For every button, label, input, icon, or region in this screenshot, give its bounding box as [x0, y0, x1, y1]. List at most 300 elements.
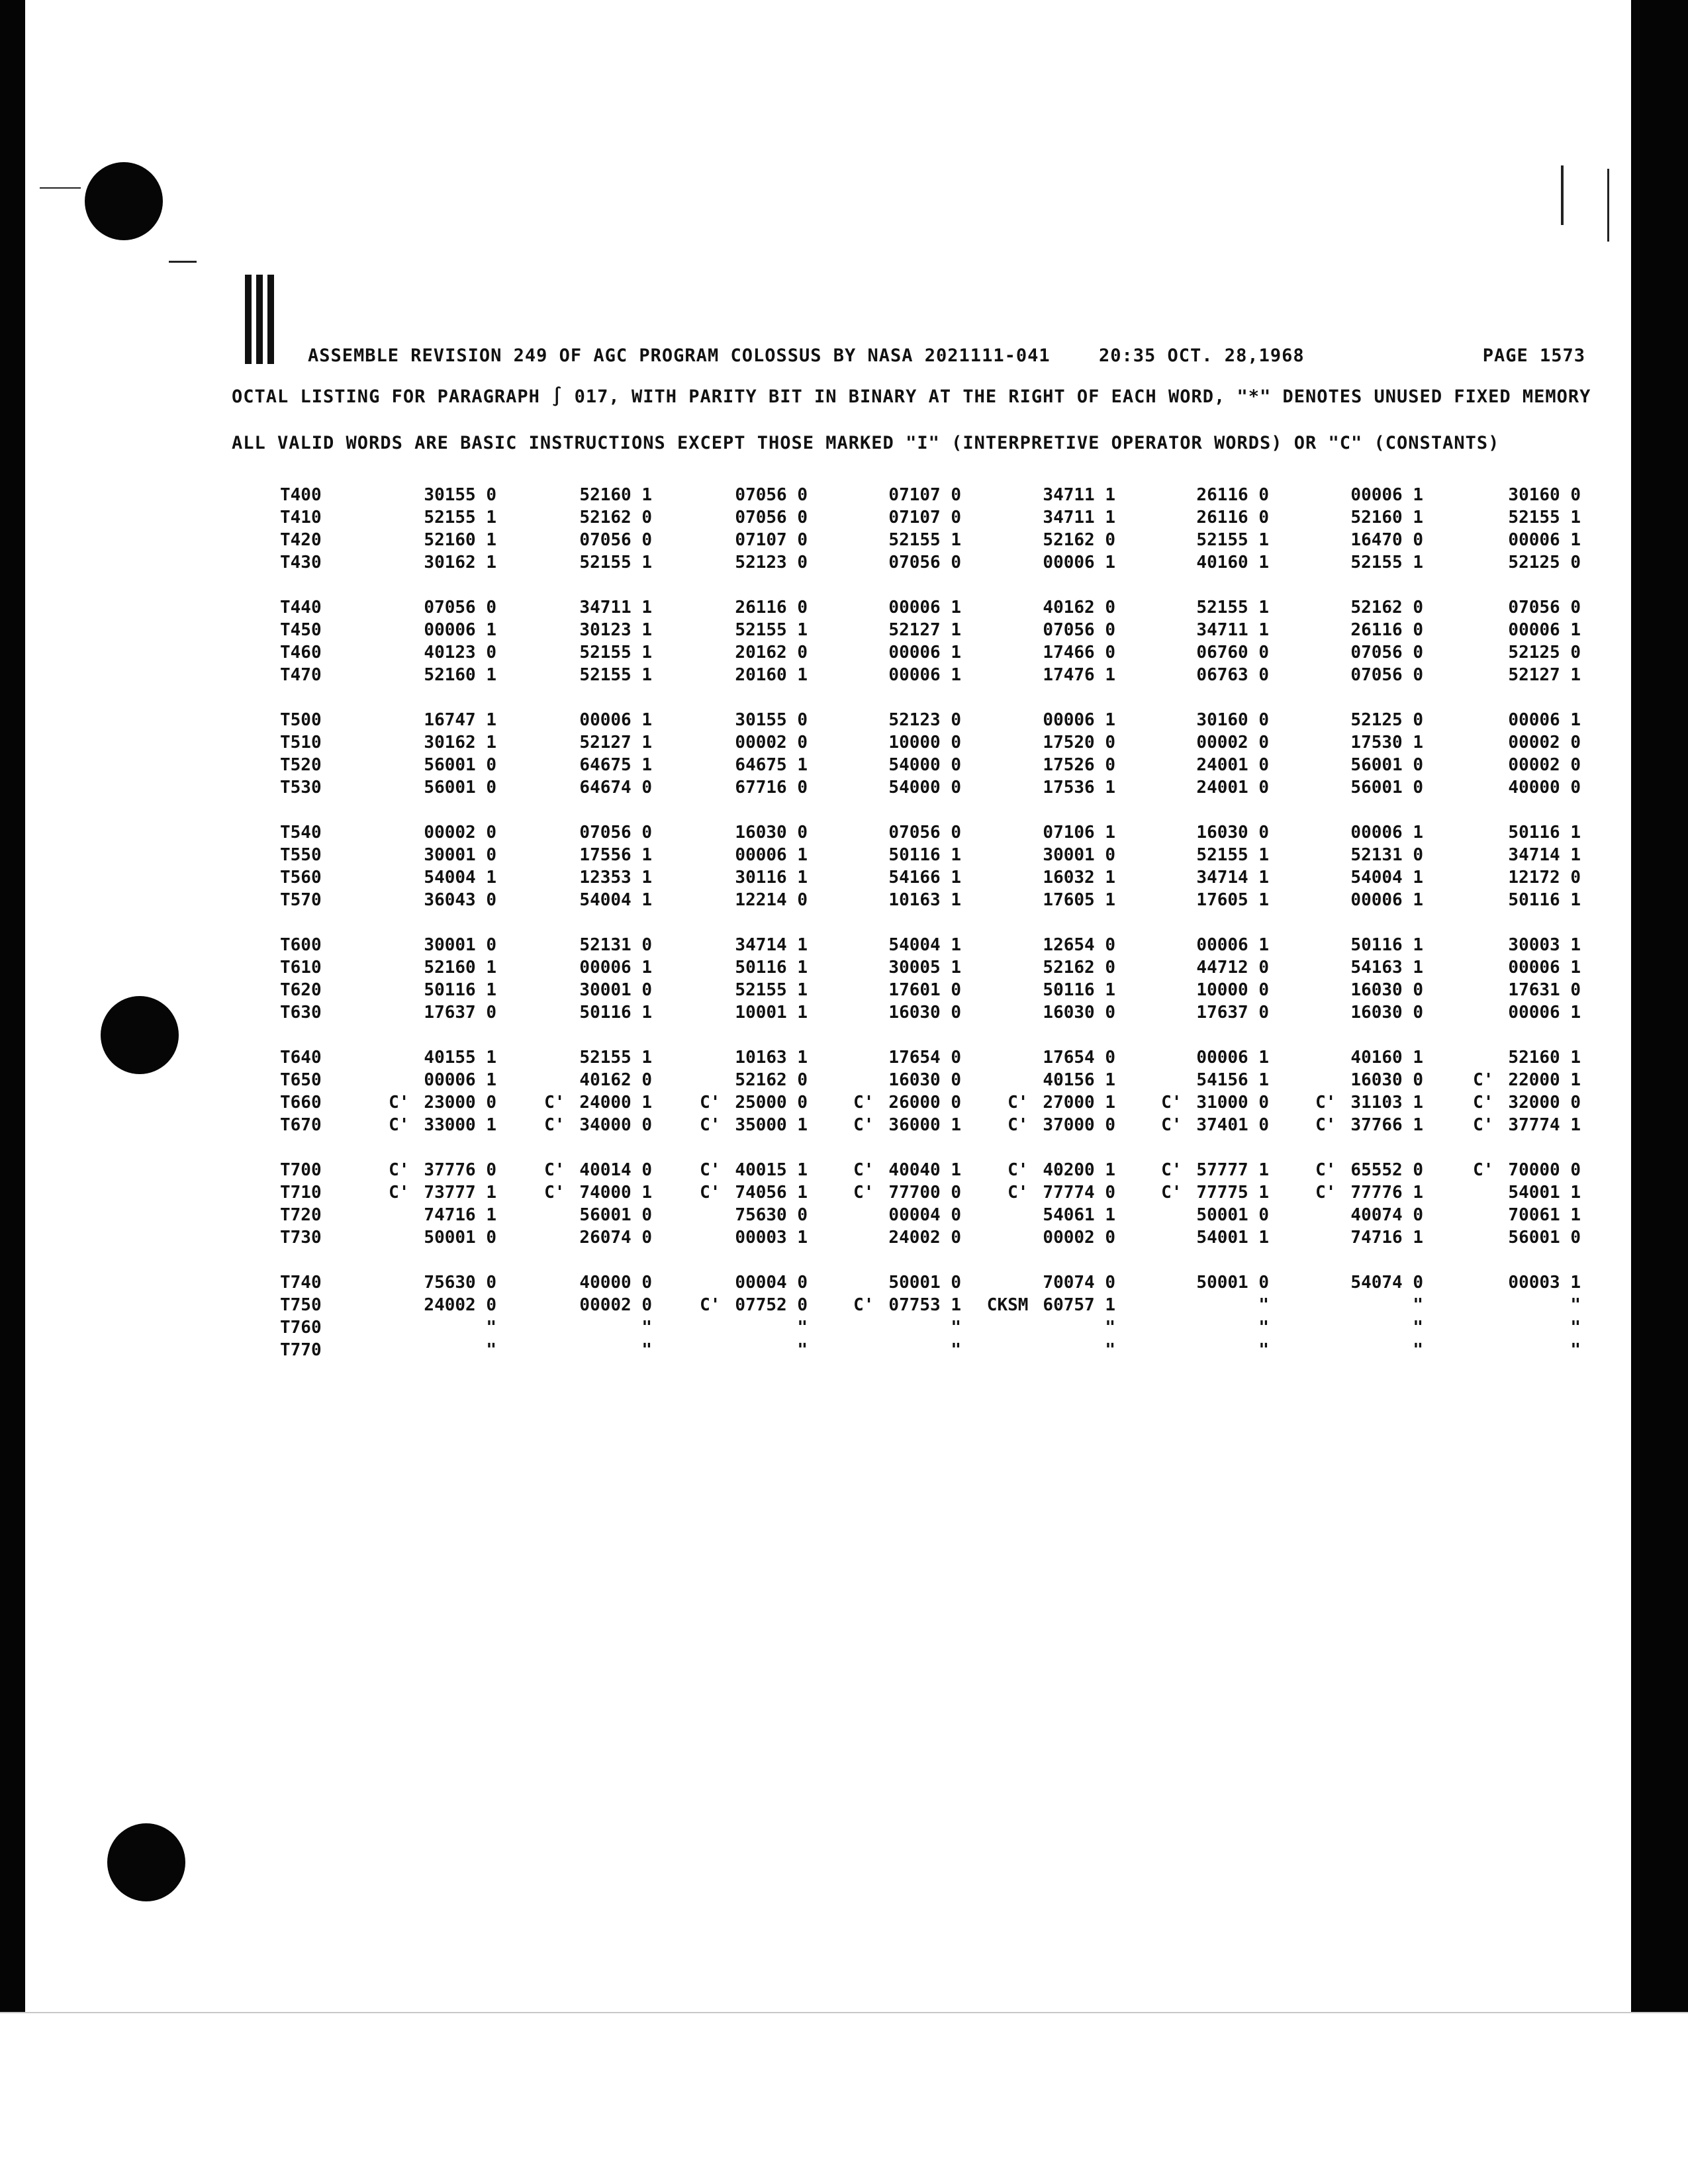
memory-word	[344, 553, 496, 572]
word-value: 52155 1	[735, 620, 808, 640]
word-value: 06760 0	[1196, 643, 1269, 662]
memory-word	[1429, 958, 1581, 978]
memory-word	[1271, 1295, 1423, 1315]
memory-word	[655, 755, 808, 775]
word-value: 12214 0	[735, 890, 808, 910]
word-value: "	[1413, 1295, 1423, 1315]
memory-word	[655, 890, 808, 910]
memory-word	[500, 868, 652, 887]
row-address: T470	[280, 665, 322, 685]
memory-word	[344, 845, 496, 865]
memory-word	[1117, 755, 1269, 775]
memory-word	[655, 1070, 808, 1090]
punch-hole-middle	[101, 996, 179, 1074]
memory-word	[655, 643, 808, 662]
memory-word	[500, 1160, 652, 1180]
word-value: 56001 0	[424, 778, 496, 797]
word-value: 70061 1	[1508, 1205, 1581, 1225]
word-value: 64674 0	[579, 778, 652, 797]
memory-word	[1271, 845, 1423, 865]
memory-word	[344, 665, 496, 685]
word-value: "	[797, 1340, 808, 1360]
word-type-marker: C'	[1473, 1093, 1494, 1113]
memory-word	[1429, 868, 1581, 887]
memory-word	[963, 1273, 1115, 1293]
memory-word	[1429, 710, 1581, 730]
word-value: 40162 0	[1043, 598, 1115, 617]
word-type-marker: C'	[1473, 1070, 1494, 1090]
word-value: 07107 0	[888, 485, 961, 505]
word-value: 40000 0	[1508, 778, 1581, 797]
word-value: 07752 0	[735, 1295, 808, 1315]
row-address: T450	[280, 620, 322, 640]
word-value: 52155 1	[579, 553, 652, 572]
word-value: 54061 1	[1043, 1205, 1115, 1225]
memory-word	[1429, 1205, 1581, 1225]
word-type-marker: C'	[389, 1183, 410, 1203]
word-value: 50116 1	[735, 958, 808, 978]
word-value: 17476 1	[1043, 665, 1115, 685]
memory-word	[1117, 1093, 1269, 1113]
word-value: 54166 1	[888, 868, 961, 887]
memory-word	[963, 890, 1115, 910]
word-value: 34000 0	[579, 1115, 652, 1135]
word-value: 50116 1	[1508, 890, 1581, 910]
memory-word	[963, 1003, 1115, 1023]
row-address: T740	[280, 1273, 322, 1293]
word-value: 16747 1	[424, 710, 496, 730]
memory-word	[1271, 823, 1423, 842]
memory-word	[1117, 868, 1269, 887]
memory-word	[500, 1273, 652, 1293]
memory-word	[1271, 890, 1423, 910]
word-value: 00006 1	[1350, 823, 1423, 842]
word-value: 07056 0	[579, 823, 652, 842]
word-type-marker: C'	[1315, 1115, 1336, 1135]
word-value: 52155 1	[579, 643, 652, 662]
word-value: 24002 0	[424, 1295, 496, 1315]
word-value: 40015 1	[735, 1160, 808, 1180]
punch-hole-top	[85, 162, 163, 240]
word-value: 16032 1	[1043, 868, 1115, 887]
memory-word	[809, 598, 961, 617]
word-value: 60757 1	[1043, 1295, 1115, 1315]
word-value: 64675 1	[579, 755, 652, 775]
word-value: 07107 0	[735, 530, 808, 550]
memory-word	[500, 1205, 652, 1225]
memory-word	[500, 643, 652, 662]
memory-word	[500, 1048, 652, 1068]
word-value: 37774 1	[1508, 1115, 1581, 1135]
memory-word	[809, 980, 961, 1000]
memory-word	[655, 710, 808, 730]
memory-word	[1117, 643, 1269, 662]
memory-word	[344, 958, 496, 978]
word-value: 30123 1	[579, 620, 652, 640]
word-value: 52125 0	[1508, 553, 1581, 572]
word-value: 17654 0	[888, 1048, 961, 1068]
memory-word	[344, 980, 496, 1000]
memory-word	[809, 1070, 961, 1090]
word-value: 00006 1	[1043, 553, 1115, 572]
memory-word	[1117, 1160, 1269, 1180]
memory-word	[1117, 1205, 1269, 1225]
memory-word	[655, 823, 808, 842]
word-value: 34714 1	[1508, 845, 1581, 865]
word-value: 52125 0	[1350, 710, 1423, 730]
memory-word	[1429, 980, 1581, 1000]
word-value: 44712 0	[1196, 958, 1269, 978]
word-value: 00006 1	[579, 958, 652, 978]
word-value: "	[1570, 1295, 1581, 1315]
word-value: 37776 0	[424, 1160, 496, 1180]
word-value: 54001 1	[1508, 1183, 1581, 1203]
memory-word	[1117, 1048, 1269, 1068]
word-type-marker: C'	[1161, 1183, 1182, 1203]
word-value: 52162 0	[1043, 530, 1115, 550]
memory-word	[1117, 665, 1269, 685]
memory-word	[344, 1070, 496, 1090]
scan-edge-right	[1631, 0, 1688, 2012]
word-value: 65552 0	[1350, 1160, 1423, 1180]
memory-word	[655, 620, 808, 640]
memory-word	[809, 1318, 961, 1338]
memory-word	[500, 665, 652, 685]
word-value: 50116 1	[888, 845, 961, 865]
word-value: 17637 0	[424, 1003, 496, 1023]
memory-word	[344, 935, 496, 955]
memory-word	[1271, 958, 1423, 978]
word-type-marker: C'	[853, 1093, 874, 1113]
word-value: 54074 0	[1350, 1273, 1423, 1293]
word-value: 17631 0	[1508, 980, 1581, 1000]
word-value: 26116 0	[1196, 485, 1269, 505]
memory-word	[500, 530, 652, 550]
word-value: 30162 1	[424, 733, 496, 752]
memory-word	[963, 1160, 1115, 1180]
word-value: 00006 1	[888, 665, 961, 685]
memory-word	[500, 1115, 652, 1135]
word-value: 30160 0	[1196, 710, 1269, 730]
word-type-marker: C'	[700, 1115, 721, 1135]
memory-word	[963, 755, 1115, 775]
memory-word	[655, 1228, 808, 1248]
memory-word	[344, 485, 496, 505]
word-value: 67716 0	[735, 778, 808, 797]
row-address: T410	[280, 508, 322, 527]
memory-word	[1117, 710, 1269, 730]
word-type-marker: C'	[700, 1295, 721, 1315]
word-value: 40162 0	[579, 1070, 652, 1090]
memory-word	[809, 1205, 961, 1225]
memory-word	[809, 935, 961, 955]
memory-word	[1271, 1183, 1423, 1203]
word-value: 74000 1	[579, 1183, 652, 1203]
word-value: 07056 0	[1508, 598, 1581, 617]
word-value: 26074 0	[579, 1228, 652, 1248]
memory-word	[963, 553, 1115, 572]
memory-word	[1271, 1340, 1423, 1360]
word-value: 34714 1	[1196, 868, 1269, 887]
word-value: 30160 0	[1508, 485, 1581, 505]
word-value: 40160 1	[1350, 1048, 1423, 1068]
word-value: "	[797, 1318, 808, 1338]
word-type-marker: C'	[1161, 1115, 1182, 1135]
word-value: 00002 0	[579, 1295, 652, 1315]
word-value: 07056 0	[735, 485, 808, 505]
word-value: 52155 1	[1196, 845, 1269, 865]
row-address: T600	[280, 935, 322, 955]
word-value: 10163 1	[735, 1048, 808, 1068]
memory-word	[500, 1093, 652, 1113]
memory-word	[500, 553, 652, 572]
memory-word	[344, 643, 496, 662]
word-type-marker: C'	[700, 1183, 721, 1203]
row-address: T540	[280, 823, 322, 842]
word-type-marker: C'	[700, 1093, 721, 1113]
word-value: 50116 1	[1350, 935, 1423, 955]
memory-word	[963, 1093, 1115, 1113]
memory-word	[1271, 485, 1423, 505]
word-value: 20160 1	[735, 665, 808, 685]
word-value: 77775 1	[1196, 1183, 1269, 1203]
word-value: 00006 1	[888, 598, 961, 617]
memory-word	[344, 530, 496, 550]
word-value: 00004 0	[888, 1205, 961, 1225]
memory-word	[1117, 823, 1269, 842]
memory-word	[1117, 1183, 1269, 1203]
word-value: 34711 1	[1043, 508, 1115, 527]
memory-word	[1117, 1273, 1269, 1293]
memory-word	[1117, 620, 1269, 640]
word-type-marker: C'	[389, 1115, 410, 1135]
word-value: 70000 0	[1508, 1160, 1581, 1180]
word-value: 40156 1	[1043, 1070, 1115, 1090]
word-value: 56001 0	[579, 1205, 652, 1225]
memory-word	[1429, 553, 1581, 572]
word-value: 57777 1	[1196, 1160, 1269, 1180]
word-value: 52123 0	[888, 710, 961, 730]
word-value: 10000 0	[1196, 980, 1269, 1000]
memory-word	[500, 823, 652, 842]
word-value: 77776 1	[1350, 1183, 1423, 1203]
word-value: 74056 1	[735, 1183, 808, 1203]
memory-word	[963, 1318, 1115, 1338]
word-value: 26116 0	[1196, 508, 1269, 527]
memory-word	[1117, 980, 1269, 1000]
memory-word	[963, 935, 1115, 955]
memory-word	[809, 868, 961, 887]
word-value: 17556 1	[579, 845, 652, 865]
memory-word	[1429, 1318, 1581, 1338]
word-value: 56001 0	[1350, 778, 1423, 797]
word-value: 40014 0	[579, 1160, 652, 1180]
word-value: 36000 1	[888, 1115, 961, 1135]
memory-word	[655, 958, 808, 978]
word-value: 54004 1	[1350, 868, 1423, 887]
word-type-marker: C'	[544, 1183, 565, 1203]
memory-word	[963, 958, 1115, 978]
memory-word	[1429, 845, 1581, 865]
word-value: "	[1105, 1340, 1115, 1360]
word-value: 16030 0	[1043, 1003, 1115, 1023]
word-value: 34711 1	[579, 598, 652, 617]
memory-word	[1429, 485, 1581, 505]
word-value: 50001 0	[1196, 1205, 1269, 1225]
memory-word	[344, 868, 496, 887]
memory-word	[1117, 530, 1269, 550]
word-value: 75630 0	[424, 1273, 496, 1293]
timestamp: 20:35 OCT. 28,1968	[1099, 345, 1305, 366]
word-value: 17536 1	[1043, 778, 1115, 797]
word-value: "	[641, 1340, 652, 1360]
memory-word	[809, 1160, 961, 1180]
word-value: 07056 0	[735, 508, 808, 527]
memory-word	[1117, 1228, 1269, 1248]
word-value: 52160 1	[579, 485, 652, 505]
word-type-marker: C'	[853, 1160, 874, 1180]
word-value: 77700 0	[888, 1183, 961, 1203]
row-address: T730	[280, 1228, 322, 1248]
word-value: 34711 1	[1196, 620, 1269, 640]
memory-word	[655, 553, 808, 572]
word-value: 25000 0	[735, 1093, 808, 1113]
word-value: 52155 1	[579, 1048, 652, 1068]
word-value: 07106 1	[1043, 823, 1115, 842]
word-value: 17520 0	[1043, 733, 1115, 752]
memory-word	[1271, 598, 1423, 617]
memory-word	[1429, 733, 1581, 752]
word-value: 00006 1	[888, 643, 961, 662]
word-value: 00006 1	[735, 845, 808, 865]
word-value: 37401 0	[1196, 1115, 1269, 1135]
memory-word	[344, 508, 496, 527]
word-value: "	[1413, 1340, 1423, 1360]
memory-word	[809, 1228, 961, 1248]
memory-word	[1117, 1115, 1269, 1135]
memory-word	[500, 935, 652, 955]
row-address: T530	[280, 778, 322, 797]
memory-word	[344, 1093, 496, 1113]
row-address: T710	[280, 1183, 322, 1203]
scan-edge-left	[0, 0, 25, 2012]
word-type-marker: C'	[389, 1160, 410, 1180]
word-value: 07056 0	[1350, 665, 1423, 685]
memory-word	[1271, 1160, 1423, 1180]
memory-word	[809, 1340, 961, 1360]
word-value: 52131 0	[579, 935, 652, 955]
word-value: 22000 1	[1508, 1070, 1581, 1090]
word-value: 37766 1	[1350, 1115, 1423, 1135]
memory-word	[500, 980, 652, 1000]
word-value: 00006 1	[424, 1070, 496, 1090]
memory-word	[963, 733, 1115, 752]
memory-word	[655, 733, 808, 752]
memory-word	[655, 508, 808, 527]
memory-word	[1271, 755, 1423, 775]
word-value: 52160 1	[1508, 1048, 1581, 1068]
scan-mark	[40, 187, 81, 189]
row-address: T770	[280, 1340, 322, 1360]
memory-word	[1117, 1003, 1269, 1023]
word-value: 32000 0	[1508, 1093, 1581, 1113]
word-value: 30162 1	[424, 553, 496, 572]
memory-word	[500, 1340, 652, 1360]
memory-word	[1429, 1070, 1581, 1090]
word-value: 50116 1	[579, 1003, 652, 1023]
word-value: 74716 1	[1350, 1228, 1423, 1248]
word-value: 50116 1	[1508, 823, 1581, 842]
row-address: T760	[280, 1318, 322, 1338]
word-value: 54004 1	[888, 935, 961, 955]
memory-word	[1271, 665, 1423, 685]
word-value: 17654 0	[1043, 1048, 1115, 1068]
memory-word	[655, 1273, 808, 1293]
scan-mark	[169, 261, 197, 263]
word-value: 50001 0	[888, 1273, 961, 1293]
scan-mark	[1561, 165, 1564, 225]
memory-word	[809, 1115, 961, 1135]
memory-word	[344, 1318, 496, 1338]
word-value: 10000 0	[888, 733, 961, 752]
memory-word	[963, 1295, 1115, 1315]
memory-word	[344, 778, 496, 797]
word-value: 00006 1	[1350, 485, 1423, 505]
word-value: 75630 0	[735, 1205, 808, 1225]
word-value: 40074 0	[1350, 1205, 1423, 1225]
memory-word	[1271, 643, 1423, 662]
word-value: 73777 1	[424, 1183, 496, 1203]
memory-word	[809, 1295, 961, 1315]
memory-word	[809, 710, 961, 730]
row-address: T510	[280, 733, 322, 752]
row-address: T520	[280, 755, 322, 775]
memory-word	[500, 1183, 652, 1203]
word-value: 12353 1	[579, 868, 652, 887]
memory-word	[1117, 553, 1269, 572]
memory-word	[1271, 710, 1423, 730]
memory-word	[1271, 530, 1423, 550]
word-value: 24001 0	[1196, 778, 1269, 797]
word-value: 00006 1	[1508, 710, 1581, 730]
row-address: T420	[280, 530, 322, 550]
memory-word	[344, 710, 496, 730]
word-value: 52160 1	[1350, 508, 1423, 527]
word-value: 54000 0	[888, 778, 961, 797]
memory-word	[1271, 620, 1423, 640]
word-value: 07753 1	[888, 1295, 961, 1315]
word-type-marker: C'	[1473, 1115, 1494, 1135]
memory-word	[500, 598, 652, 617]
memory-word	[344, 598, 496, 617]
word-value: 00003 1	[735, 1228, 808, 1248]
memory-word	[1429, 1048, 1581, 1068]
listing-description: OCTAL LISTING FOR PARAGRAPH ∫ 017, WITH PARITY BIT IN BINARY AT THE RIGHT OF EACH WORD, "*" DENOTES UNUSED FIXED MEMORY	[232, 387, 1591, 407]
word-value: 00002 0	[1196, 733, 1269, 752]
word-value: 26000 0	[888, 1093, 961, 1113]
word-value: 00006 1	[1043, 710, 1115, 730]
word-type-marker: C'	[1161, 1160, 1182, 1180]
word-value: 16030 0	[1350, 1070, 1423, 1090]
word-value: 00002 0	[735, 733, 808, 752]
word-type-marker: C'	[389, 1093, 410, 1113]
memory-word	[655, 530, 808, 550]
memory-word	[1271, 1205, 1423, 1225]
word-value: 52127 1	[1508, 665, 1581, 685]
word-value: 52155 1	[1508, 508, 1581, 527]
memory-word	[344, 1183, 496, 1203]
word-value: 26116 0	[1350, 620, 1423, 640]
